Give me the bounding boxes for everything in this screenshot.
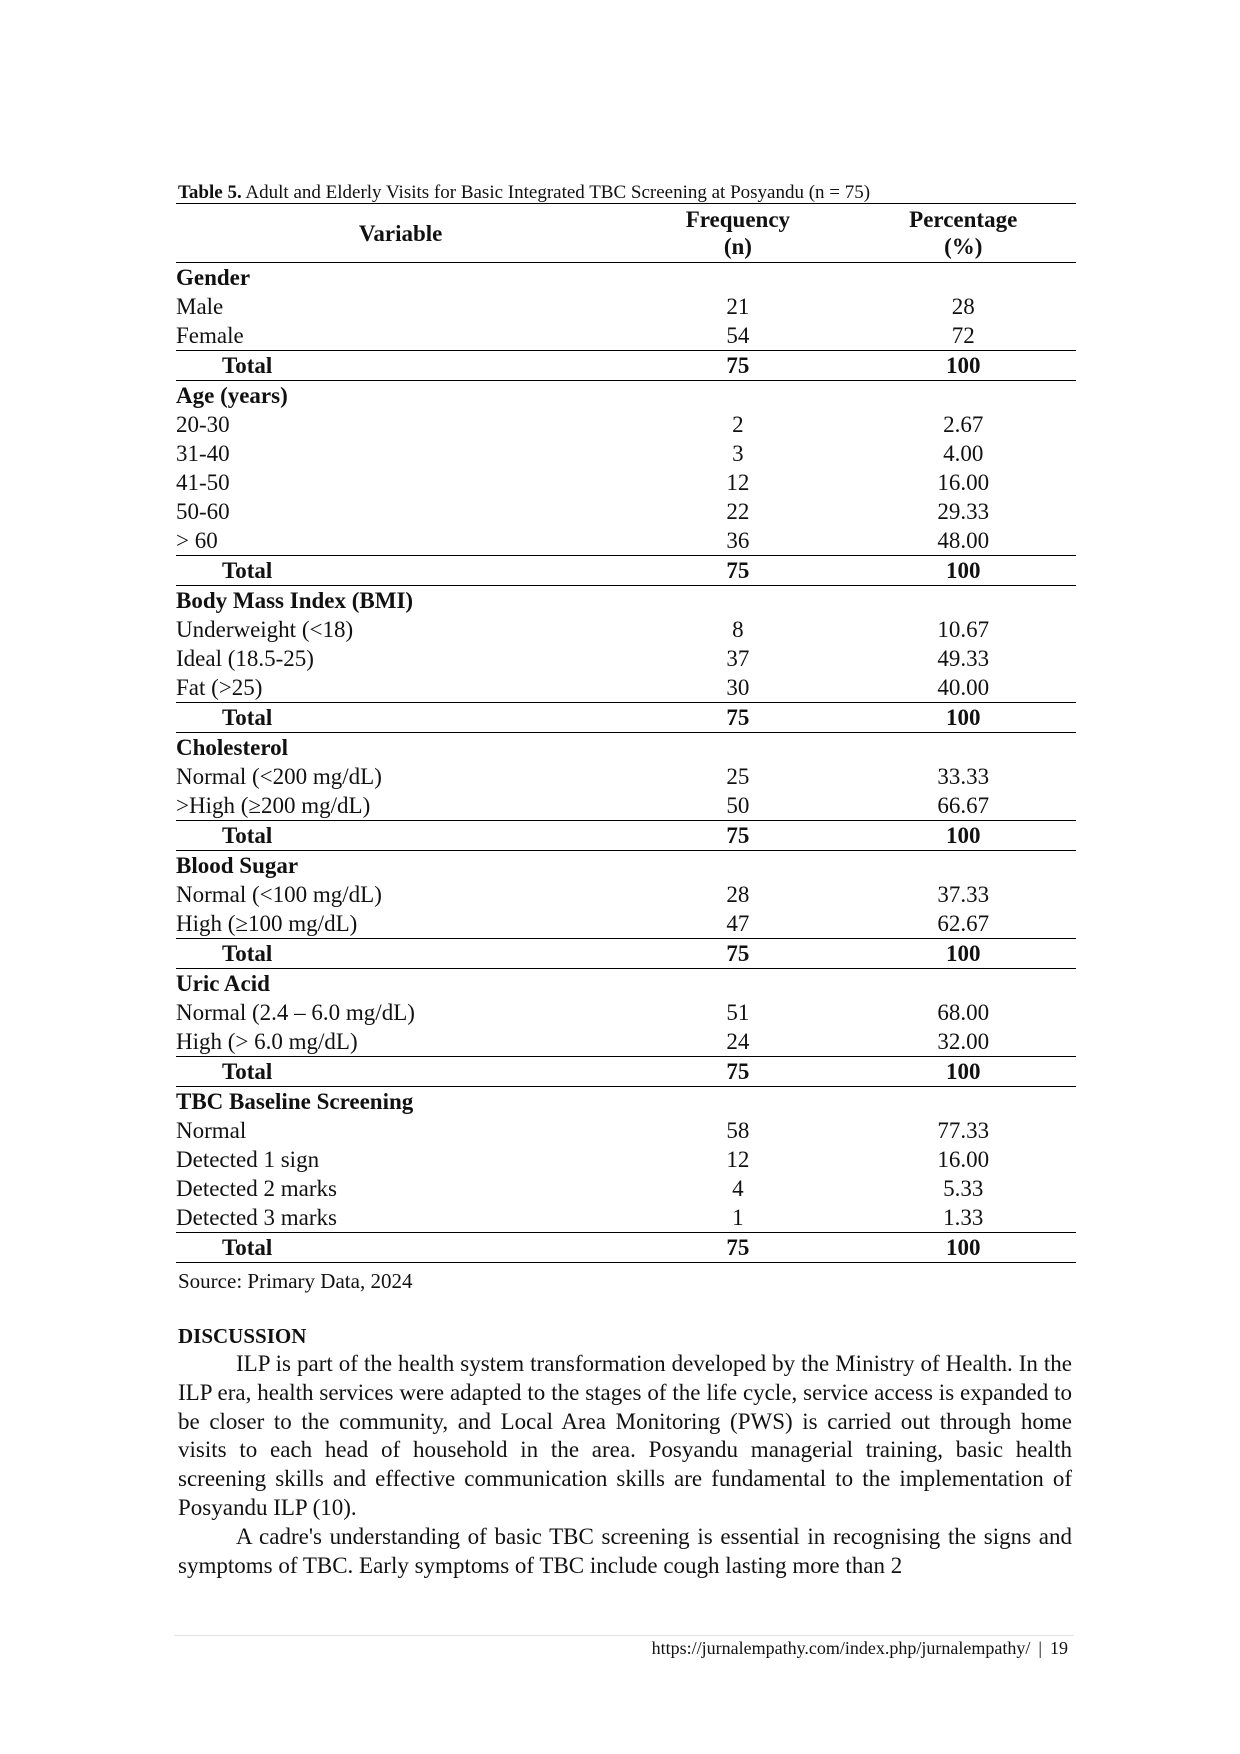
row-frequency: 21 [726,294,750,319]
row-label: Detected 2 marks [176,1176,337,1201]
table-row [176,998,1076,1027]
total-label: Total [176,821,625,851]
total-row [176,1057,1076,1087]
row-percentage: 16.00 [937,1147,990,1172]
total-percentage: 100 [850,1057,1076,1087]
total-row [176,1233,1076,1263]
total-label: Total [176,1233,625,1263]
section-title: Uric Acid [176,971,270,996]
total-percentage: 100 [850,703,1076,733]
header-percentage: Percentage (%) [850,204,1076,263]
total-label: Total [176,351,625,381]
total-label: Total [176,1057,625,1087]
table-row [176,321,1076,351]
table-row [176,1116,1076,1145]
total-row [176,351,1076,381]
total-frequency: 75 [625,939,850,969]
row-frequency: 30 [726,675,750,700]
table-row [176,1145,1076,1174]
footer-separator: | [1038,1638,1042,1658]
row-label: Normal (<200 mg/dL) [176,764,382,789]
row-percentage: 33.33 [937,764,990,789]
row-frequency: 36 [726,528,750,553]
total-percentage: 100 [850,1233,1076,1263]
row-percentage: 66.67 [937,793,990,818]
section-title: Cholesterol [176,735,289,760]
discussion-heading: DISCUSSION [178,1324,307,1348]
row-frequency: 3 [732,441,744,466]
total-percentage: 100 [850,939,1076,969]
table-row [176,292,1076,321]
table-row [176,909,1076,939]
row-percentage: 72 [951,323,975,348]
total-percentage: 100 [850,556,1076,586]
table-row [176,880,1076,909]
row-label: High (≥100 mg/dL) [176,911,358,936]
section-title: Blood Sugar [176,853,299,878]
row-label: >High (≥200 mg/dL) [176,793,371,818]
row-percentage: 16.00 [937,470,990,495]
section-header-row [176,1087,1076,1117]
total-row [176,939,1076,969]
row-label: 41-50 [176,470,230,495]
table-row [176,439,1076,468]
discussion-paragraph-2: A cadre's understanding of basic TBC screening is essential in recognising the signs and symptoms of TBC. Early symptoms of TBC include cough lasting more than 2 [178,1524,1072,1578]
row-percentage: 5.33 [943,1176,984,1201]
section-header-row [176,381,1076,411]
results-table [176,203,1076,1263]
row-label: Ideal (18.5-25) [176,646,314,671]
table-row [176,526,1076,556]
row-frequency: 8 [732,617,744,642]
row-label: High (> 6.0 mg/dL) [176,1029,358,1054]
total-frequency: 75 [625,351,850,381]
row-percentage: 68.00 [937,1000,990,1025]
section-header-row [176,969,1076,999]
row-frequency: 24 [726,1029,750,1054]
row-percentage: 32.00 [937,1029,990,1054]
row-percentage: 62.67 [937,911,990,936]
total-frequency: 75 [625,821,850,851]
row-percentage: 77.33 [937,1118,990,1143]
table-row [176,1174,1076,1203]
table-caption [178,182,1078,204]
row-label: Normal (<100 mg/dL) [176,882,382,907]
row-frequency: 4 [732,1176,744,1201]
table-row [176,1027,1076,1057]
row-label: Underweight (<18) [176,617,354,642]
footer-url[interactable]: https://jurnalempathy.com/index.php/jurnalempathy/ [651,1638,1031,1658]
row-frequency: 2 [732,412,744,437]
row-percentage: 49.33 [937,646,990,671]
total-label: Total [176,939,625,969]
total-frequency: 75 [625,556,850,586]
total-row [176,556,1076,586]
row-frequency: 58 [726,1118,750,1143]
row-frequency: 47 [726,911,750,936]
row-percentage: 1.33 [943,1205,984,1230]
total-label: Total [176,556,625,586]
row-label: > 60 [176,528,218,553]
total-frequency: 75 [625,703,850,733]
table-row [176,410,1076,439]
row-percentage: 29.33 [937,499,990,524]
section-title: Gender [176,265,251,290]
row-label: 31-40 [176,441,230,466]
table-header-row [176,204,1076,263]
row-frequency: 54 [726,323,750,348]
total-frequency: 75 [625,1057,850,1087]
section-header-row [176,851,1076,881]
table-caption-text: Adult and Elderly Visits for Basic Integrated TBC Screening at Posyandu (n = 75) [241,182,871,203]
row-frequency: 51 [726,1000,750,1025]
total-row [176,821,1076,851]
table-source: Source: Primary Data, 2024 [178,1269,413,1293]
row-label: Male [176,294,224,319]
total-label: Total [176,703,625,733]
footer-divider [174,1635,1074,1636]
total-frequency: 75 [625,1233,850,1263]
row-label: 20-30 [176,412,230,437]
section-title: Body Mass Index (BMI) [176,588,414,613]
row-percentage: 48.00 [937,528,990,553]
row-percentage: 40.00 [937,675,990,700]
row-label: Detected 3 marks [176,1205,337,1230]
row-percentage: 2.67 [943,412,984,437]
table-row [176,468,1076,497]
table-caption-label: Table 5. [178,182,242,203]
section-header-row [176,586,1076,616]
row-percentage: 4.00 [943,441,984,466]
total-row [176,703,1076,733]
row-frequency: 28 [726,882,750,907]
row-frequency: 25 [726,764,750,789]
row-frequency: 50 [726,793,750,818]
row-percentage: 28 [951,294,975,319]
table-row [176,497,1076,526]
section-title: Age (years) [176,383,288,408]
total-percentage: 100 [850,351,1076,381]
discussion-paragraph-1: ILP is part of the health system transformation developed by the Ministry of Health. In the ILP era, health services were adapted to the stages of the life cycle, service access is expanded to be closer to the community, and Local Area Monitoring (PWS) is carried out through home visits to each head of household in the area. Posyandu managerial training, basic health screening skills and effective communication skills are fundamental to the implementation of Posyandu ILP (10). [178,1351,1072,1520]
table-row [176,615,1076,644]
row-frequency: 1 [732,1205,744,1230]
row-label: Detected 1 sign [176,1147,320,1172]
table-row [176,1203,1076,1233]
header-variable: Variable [176,204,625,263]
page-footer [652,1637,1068,1659]
section-title: TBC Baseline Screening [176,1089,414,1114]
total-percentage: 100 [850,821,1076,851]
table-body [176,263,1076,1263]
section-header-row [176,733,1076,763]
row-frequency: 22 [726,499,750,524]
row-label: Fat (>25) [176,675,263,700]
row-label: Normal [176,1118,247,1143]
section-header-row [176,263,1076,293]
row-percentage: 10.67 [937,617,990,642]
row-label: Female [176,323,244,348]
table-row [176,673,1076,703]
row-frequency: 12 [726,470,750,495]
table-row [176,762,1076,791]
page-number: 19 [1050,1638,1068,1658]
row-frequency: 12 [726,1147,750,1172]
row-frequency: 37 [726,646,750,671]
header-frequency: Frequency (n) [625,204,850,263]
row-label: Normal (2.4 – 6.0 mg/dL) [176,1000,415,1025]
table-row [176,644,1076,673]
table-row [176,791,1076,821]
row-label: 50-60 [176,499,230,524]
row-percentage: 37.33 [937,882,990,907]
